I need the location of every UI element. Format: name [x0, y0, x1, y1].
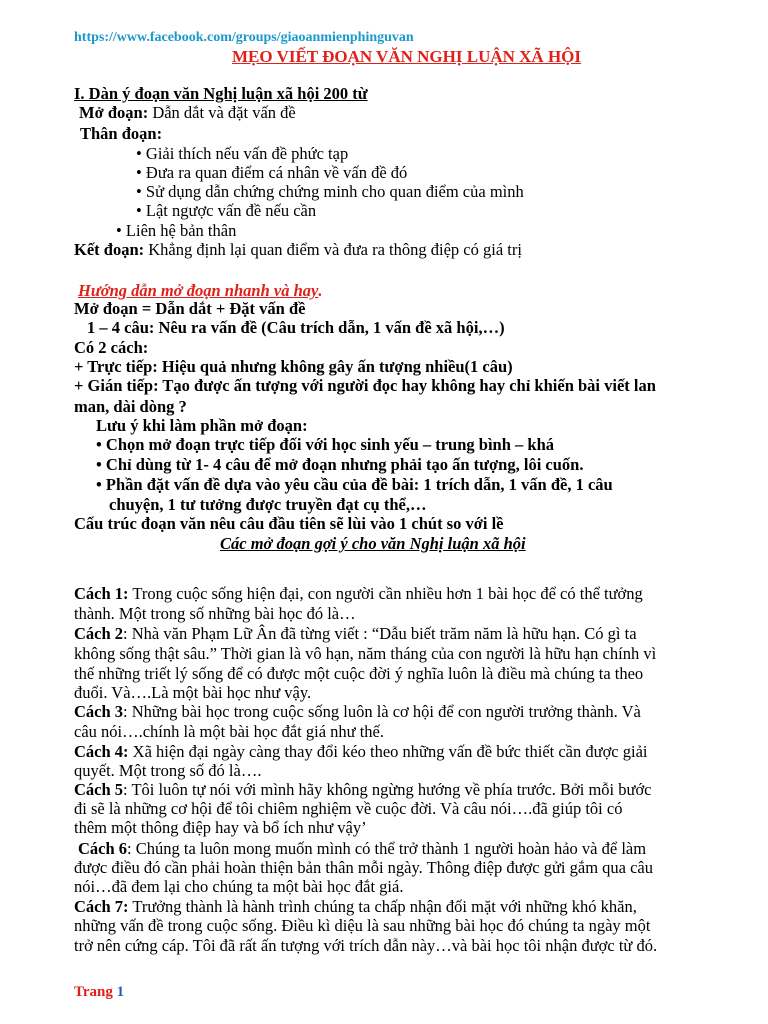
method-text: trở nên cứng cáp. Tôi đã rất ấn tượng với trích dẫn này…và bài học tôi nhận được từ đó.	[74, 936, 658, 955]
method-5	[74, 780, 652, 799]
method-text: đi sẽ là những cơ hội để tôi chiêm nghiệm về cuộc đời. Và câu nói….đã giúp tôi có	[74, 799, 623, 818]
list-item: • Đưa ra quan điểm cá nhân về vấn đề đó	[136, 163, 408, 182]
guide-line: • Chọn mở đoạn trực tiếp đối với học sinh yếu – trung bình – khá	[96, 435, 555, 454]
method-6	[78, 839, 646, 858]
mo-doan-text: Dẫn dắt và đặt vấn đề	[148, 103, 296, 122]
ket-doan-label: Kết đoạn:	[74, 240, 145, 259]
than-doan-label: Thân đoạn:	[80, 124, 163, 143]
method-text: : Chúng ta luôn mong muốn mình có thể trở thành 1 người hoàn hảo và để làm	[127, 839, 647, 858]
guide-line: Mở đoạn = Dẫn dắt + Đặt vấn đề	[74, 299, 306, 318]
guide-line: Cấu trúc đoạn văn nêu câu đầu tiên sẽ lùi vào 1 chút so với lề	[74, 514, 504, 533]
method-text: Trong cuộc sống hiện đại, con người cần nhiều hơn 1 bài học để có thể tưởng	[128, 584, 643, 603]
guide-line: 1 – 4 câu: Nêu ra vấn đề (Câu trích dẫn, 1 vấn đề xã hội,…)	[87, 318, 505, 337]
method-3	[74, 702, 641, 721]
document-title: MẸO VIẾT ĐOẠN VĂN NGHỊ LUẬN XÃ HỘI	[232, 47, 582, 66]
method-label: Cách 7:	[74, 897, 129, 916]
method-text: thế những triết lý sống để có được một cuộc đời ý nghĩa luôn là điều mà chúng ta theo	[74, 664, 644, 683]
page-number	[74, 983, 124, 1002]
method-4	[74, 742, 647, 761]
method-text: Trưởng thành là hành trình chúng ta chấp nhận đối mặt với những khó khăn,	[128, 897, 637, 916]
list-item: • Sử dụng dẫn chứng chứng minh cho quan điểm của mình	[136, 182, 524, 201]
method-1	[74, 584, 643, 603]
guide-heading	[78, 281, 322, 300]
page-label: Trang	[74, 984, 117, 1000]
guide-line: chuyện, 1 tư tưởng được truyền đạt cụ thể,…	[109, 495, 427, 514]
method-text: đuổi. Và….Là một bài học như vậy.	[74, 683, 312, 702]
method-label: Cách 3	[74, 702, 124, 721]
guide-line: Có 2 cách:	[74, 338, 149, 357]
guide-line: + Gián tiếp: Tạo được ấn tượng với người đọc hay không hay chỉ khiến bài viết lan	[74, 376, 656, 395]
ket-doan-line	[74, 240, 522, 259]
method-text: thành. Một trong số những bài học đó là…	[74, 604, 356, 623]
ket-doan-text: Khẳng định lại quan điểm và đưa ra thông điệp có giá trị	[144, 240, 522, 259]
method-text: không sống thật sâu.” Thời gian là vô hạn, năm tháng của con người là hữu hạn chính vì	[74, 644, 657, 663]
page-number-value: 1	[116, 984, 125, 1000]
mo-doan-label: Mở đoạn:	[79, 103, 149, 122]
facebook-group-link[interactable]: https://www.facebook.com/groups/giaoanmienphinguvan	[74, 30, 414, 45]
method-text: Xã hiện đại ngày càng thay đổi kéo theo những vấn đề bức thiết cần được giải	[128, 742, 648, 761]
guide-line: man, dài dòng ?	[74, 397, 187, 416]
method-label: Cách 4:	[74, 742, 129, 761]
guide-line: • Chỉ dùng từ 1- 4 câu để mở đoạn nhưng phải tạo ấn tượng, lôi cuốn.	[96, 455, 584, 474]
method-text: quyết. Một trong số đó là….	[74, 761, 262, 780]
method-text: : Những bài học trong cuộc sống luôn là cơ hội để con người trưởng thành. Và	[123, 702, 641, 721]
method-label: Cách 6	[78, 839, 128, 858]
suggestions-heading: Các mở đoạn gợi ý cho văn Nghị luận xã hội	[220, 534, 526, 553]
list-item: • Lật ngược vấn đề nếu cần	[136, 201, 317, 220]
method-text: : Nhà văn Phạm Lữ Ân đã từng viết : “Dẫu biết trăm năm là hữu hạn. Có gì ta	[123, 624, 637, 643]
method-text: thêm một thông điệp hay và bổ ích như vậy’	[74, 818, 367, 837]
method-text: nói…đã đem lại cho chúng ta một bài học đắt giá.	[74, 877, 404, 896]
guide-line: + Trực tiếp: Hiệu quả nhưng không gây ấn tượng nhiều(1 câu)	[74, 357, 513, 376]
guide-heading-dot: .	[318, 281, 323, 300]
method-7	[74, 897, 637, 916]
method-text: những vấn đề trong cuộc sống. Điều kì diệu là sau những bài học đó chúng ta ngày một	[74, 916, 651, 935]
section-heading: I. Dàn ý đoạn văn Nghị luận xã hội 200 từ	[74, 84, 368, 103]
method-label: Cách 2	[74, 624, 124, 643]
list-item: • Giải thích nếu vấn đề phức tạp	[136, 144, 349, 163]
method-label: Cách 1:	[74, 584, 129, 603]
guide-heading-text: Hướng dẫn mở đoạn nhanh và hay	[78, 281, 319, 300]
guide-line: Lưu ý khi làm phần mở đoạn:	[96, 416, 308, 435]
method-text: câu nói….chính là một bài học đắt giá như thế.	[74, 722, 384, 741]
method-label: Cách 5	[74, 780, 124, 799]
method-text: được điều đó cần phải hoàn thiện bản thân mỗi ngày. Thông điệp được gửi gắm qua câu	[74, 858, 654, 877]
mo-doan-line	[79, 103, 296, 122]
method-2	[74, 624, 637, 643]
method-text: : Tôi luôn tự nói với mình hãy không ngừng hướng về phía trước. Bởi mỗi bước	[123, 780, 652, 799]
guide-line: • Phần đặt vấn đề dựa vào yêu cầu của đề bài: 1 trích dẫn, 1 vấn đề, 1 câu	[96, 475, 613, 494]
list-item: • Liên hệ bản thân	[116, 221, 237, 240]
